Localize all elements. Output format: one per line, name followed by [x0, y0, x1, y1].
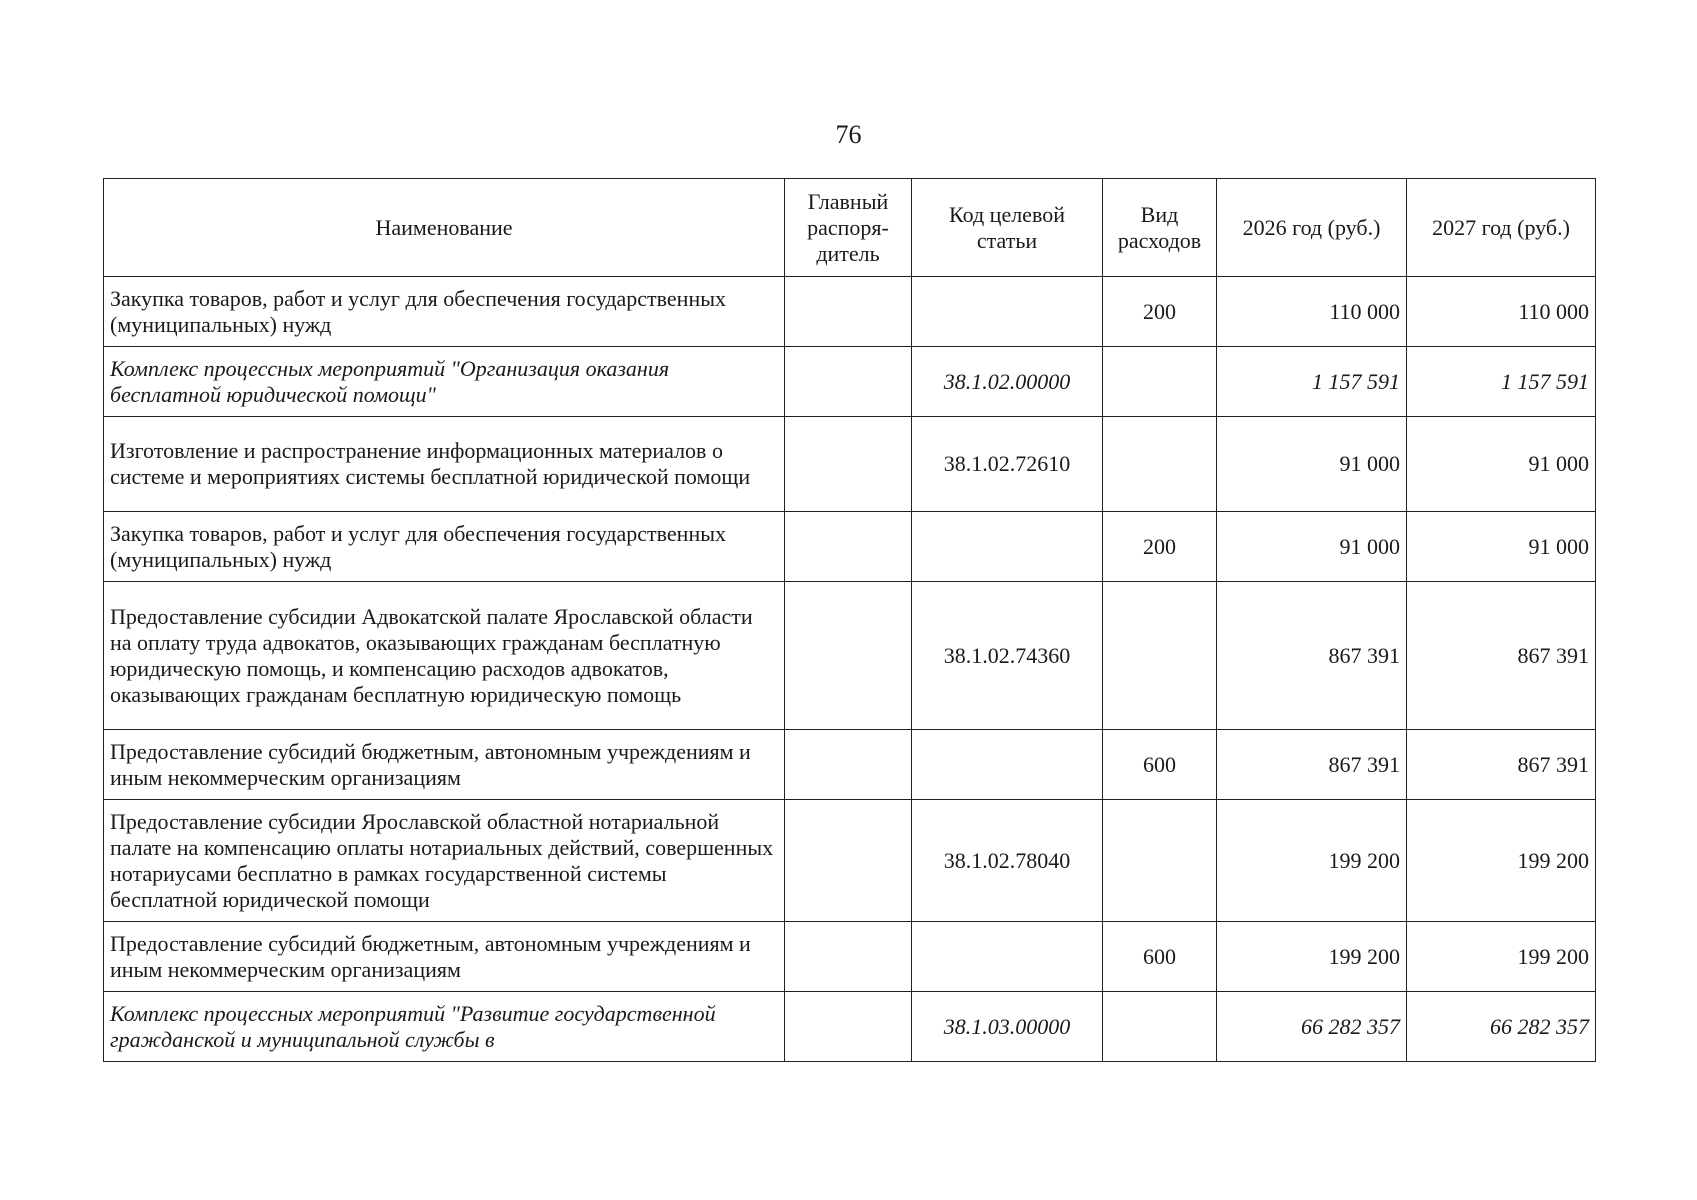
cell-manager — [785, 277, 912, 347]
header-year-2026: 2026 год (руб.) — [1217, 179, 1407, 277]
table-row — [104, 992, 1596, 1062]
cell-expense-type — [1103, 417, 1217, 512]
cell-manager — [785, 582, 912, 730]
cell-year-2026: 91 000 — [1217, 512, 1407, 582]
cell-year-2027: 110 000 — [1407, 277, 1596, 347]
table-body — [104, 277, 1596, 1062]
cell-name: Изготовление и распространение информационных материалов о системе и мероприятиях системы бесплатной юридической помощи — [104, 417, 785, 512]
cell-code — [912, 512, 1103, 582]
table-row — [104, 512, 1596, 582]
cell-name: Комплекс процессных мероприятий "Развитие государственной гражданской и муниципальной службы в — [104, 992, 785, 1062]
cell-year-2026: 110 000 — [1217, 277, 1407, 347]
header-name: Наименование — [104, 179, 785, 277]
cell-year-2026: 199 200 — [1217, 922, 1407, 992]
cell-code: 38.1.02.74360 — [912, 582, 1103, 730]
header-expense-type: Вид расходов — [1103, 179, 1217, 277]
cell-expense-type: 600 — [1103, 730, 1217, 800]
cell-expense-type — [1103, 800, 1217, 922]
page-number: 76 — [835, 120, 862, 149]
cell-name: Закупка товаров, работ и услуг для обеспечения государственных (муниципальных) нужд — [104, 512, 785, 582]
cell-manager — [785, 347, 912, 417]
header-manager: Главный распоря-дитель — [785, 179, 912, 277]
cell-manager — [785, 730, 912, 800]
cell-code: 38.1.02.72610 — [912, 417, 1103, 512]
cell-year-2027: 91 000 — [1407, 417, 1596, 512]
cell-expense-type: 600 — [1103, 922, 1217, 992]
cell-expense-type: 200 — [1103, 512, 1217, 582]
cell-manager — [785, 512, 912, 582]
table-row — [104, 800, 1596, 922]
cell-expense-type — [1103, 992, 1217, 1062]
cell-expense-type — [1103, 582, 1217, 730]
cell-year-2026: 199 200 — [1217, 800, 1407, 922]
table-row — [104, 347, 1596, 417]
table-row — [104, 582, 1596, 730]
cell-year-2027: 867 391 — [1407, 582, 1596, 730]
cell-manager — [785, 992, 912, 1062]
budget-table — [103, 178, 1596, 1062]
table-row — [104, 922, 1596, 992]
cell-year-2027: 199 200 — [1407, 800, 1596, 922]
cell-year-2027: 867 391 — [1407, 730, 1596, 800]
table-row — [104, 730, 1596, 800]
cell-year-2026: 91 000 — [1217, 417, 1407, 512]
cell-manager — [785, 922, 912, 992]
header-code: Код целевой статьи — [912, 179, 1103, 277]
cell-manager — [785, 417, 912, 512]
cell-code: 38.1.02.78040 — [912, 800, 1103, 922]
cell-name: Закупка товаров, работ и услуг для обеспечения государственных (муниципальных) нужд — [104, 277, 785, 347]
cell-code — [912, 277, 1103, 347]
cell-code — [912, 730, 1103, 800]
cell-expense-type — [1103, 347, 1217, 417]
cell-year-2027: 91 000 — [1407, 512, 1596, 582]
cell-year-2026: 1 157 591 — [1217, 347, 1407, 417]
cell-name: Предоставление субсидии Адвокатской палате Ярославской области на оплату труда адвокатов, оказывающих гражданам бесплатную юридическую помощь, и компенсацию расходов адвокатов, оказывающих гражданам бесплатную юридическую помощь — [104, 582, 785, 730]
cell-year-2027: 199 200 — [1407, 922, 1596, 992]
cell-code — [912, 922, 1103, 992]
cell-name: Комплекс процессных мероприятий "Организация оказания бесплатной юридической помощи" — [104, 347, 785, 417]
header-year-2027: 2027 год (руб.) — [1407, 179, 1596, 277]
cell-year-2026: 867 391 — [1217, 582, 1407, 730]
cell-code: 38.1.02.00000 — [912, 347, 1103, 417]
cell-year-2026: 867 391 — [1217, 730, 1407, 800]
cell-name: Предоставление субсидий бюджетным, автономным учреждениям и иным некоммерческим организациям — [104, 730, 785, 800]
table-row — [104, 277, 1596, 347]
table-header — [104, 179, 1596, 277]
cell-name: Предоставление субсидий бюджетным, автономным учреждениям и иным некоммерческим организациям — [104, 922, 785, 992]
cell-expense-type: 200 — [1103, 277, 1217, 347]
cell-year-2026: 66 282 357 — [1217, 992, 1407, 1062]
cell-name: Предоставление субсидии Ярославской областной нотариальной палате на компенсацию оплаты нотариальных действий, совершенных нотариусами бесплатно в рамках государственной системы бесплатной юридической помощи — [104, 800, 785, 922]
cell-manager — [785, 800, 912, 922]
cell-code: 38.1.03.00000 — [912, 992, 1103, 1062]
cell-year-2027: 1 157 591 — [1407, 347, 1596, 417]
table-row — [104, 417, 1596, 512]
cell-year-2027: 66 282 357 — [1407, 992, 1596, 1062]
